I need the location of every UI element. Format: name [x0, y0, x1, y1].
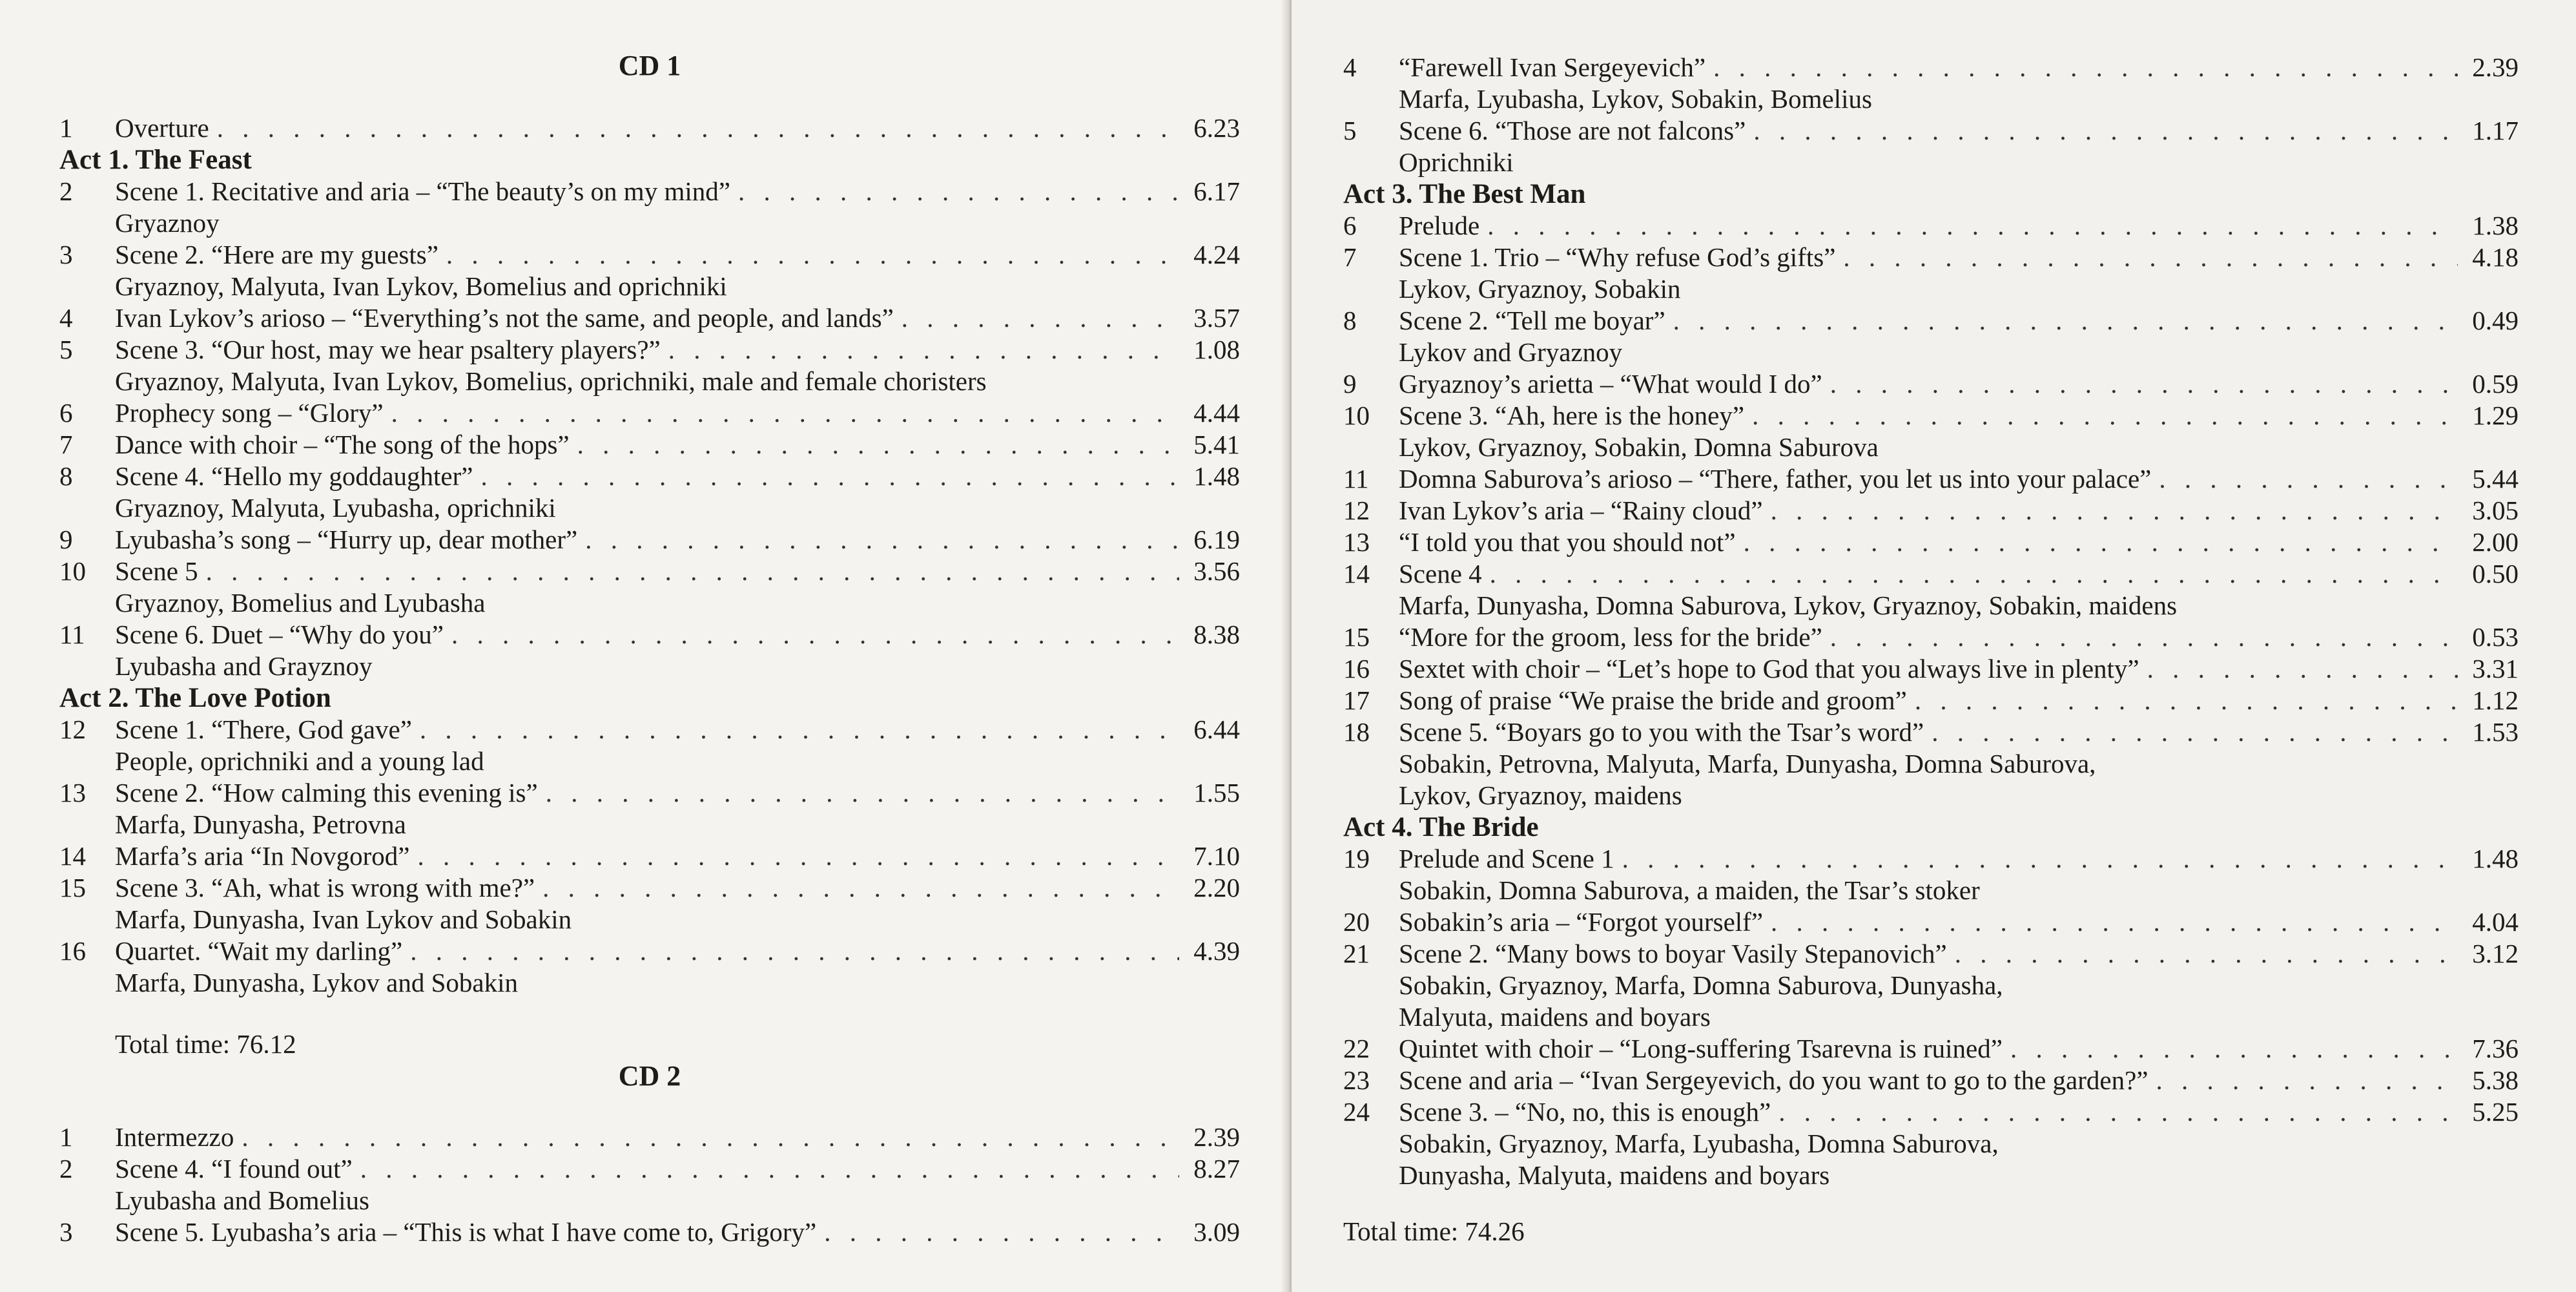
track-performers: Lykov, Gryaznoy, Sobakin: [1399, 274, 1681, 304]
track-duration: 4.24: [1193, 240, 1240, 269]
track-duration: 6.17: [1193, 176, 1240, 206]
track-number: 5: [1343, 116, 1357, 145]
track-line: [1343, 495, 2519, 526]
track-title-row: [1399, 368, 2519, 400]
act-heading: Act 4. The Bride: [1343, 812, 1539, 842]
dot-leader: [738, 176, 1179, 207]
track-title: Scene 2. “Tell me boyar”: [1399, 306, 1665, 335]
cd1-title: CD 1: [618, 50, 681, 81]
dot-leader: [446, 239, 1179, 271]
track-duration: 1.29: [2472, 401, 2519, 430]
track-line: [59, 777, 1240, 809]
track-title-row: [115, 302, 1240, 334]
track-duration: 2.00: [2472, 527, 2519, 557]
track-duration: 3.31: [2472, 654, 2519, 683]
track-number: 9: [1343, 369, 1357, 399]
track-line: [1343, 685, 2519, 716]
track-line: [59, 1216, 1240, 1248]
track-number: 4: [59, 303, 73, 333]
dot-leader: [242, 1121, 1179, 1153]
track-title-row: [115, 429, 1240, 461]
dot-leader: [1843, 242, 2458, 273]
track-number: 1: [59, 1122, 73, 1152]
track-title: Scene 1. “There, God gave”: [115, 714, 412, 744]
track-title-row: [115, 1153, 1240, 1185]
track-duration: 3.12: [2472, 939, 2519, 968]
track-performers: Gryaznoy: [115, 208, 220, 238]
dot-leader: [1622, 843, 2458, 875]
dot-leader: [1915, 685, 2458, 716]
track-duration: 0.53: [2472, 622, 2519, 652]
dot-leader: [1753, 115, 2458, 147]
dot-leader: [902, 302, 1179, 334]
track-title: Sobakin’s aria – “Forgot yourself”: [1399, 907, 1764, 937]
track-line: [59, 429, 1240, 461]
track-title-row: [115, 556, 1240, 587]
track-title: Scene and aria – “Ivan Sergeyevich, do you want to go to the garden?”: [1399, 1065, 2148, 1095]
track-duration: 2.39: [2472, 52, 2519, 82]
track-title-row: [1399, 52, 2519, 83]
dot-leader: [1673, 305, 2458, 337]
track-number: 1: [59, 113, 73, 143]
dot-leader: [217, 112, 1179, 144]
track-title-row: [115, 397, 1240, 429]
track-title: “I told you that you should not”: [1399, 527, 1736, 557]
track-duration: 4.04: [2472, 907, 2519, 937]
track-title: “More for the groom, less for the bride”: [1399, 622, 1822, 652]
track-number: 10: [1343, 401, 1370, 430]
track-number: 14: [1343, 559, 1370, 589]
track-title-row: [1399, 653, 2519, 685]
track-number: 14: [59, 841, 86, 871]
track-line: [1343, 368, 2519, 400]
track-title: Intermezzo: [115, 1122, 234, 1152]
track-performers: Gryaznoy, Malyuta, Ivan Lykov, Bomelius, oprichniki, male and female choristers: [115, 366, 987, 396]
track-title-row: [1399, 210, 2519, 242]
track-title: Quartet. “Wait my darling”: [115, 936, 403, 966]
track-number: 21: [1343, 939, 1370, 968]
track-title-row: [115, 619, 1240, 651]
track-number: 11: [59, 620, 85, 649]
track-duration: 7.10: [1193, 841, 1240, 871]
track-title: Quintet with choir – “Long-suffering Tsarevna is ruined”: [1399, 1034, 2003, 1063]
track-performers: Marfa, Dunyasha, Lykov and Sobakin: [115, 968, 518, 997]
track-title: Scene 3. “Ah, here is the honey”: [1399, 401, 1745, 430]
track-line: [59, 397, 1240, 429]
track-duration: 4.18: [2472, 242, 2519, 272]
track-title-row: [1399, 526, 2519, 558]
track-duration: 3.56: [1193, 556, 1240, 586]
track-title: Prophecy song – “Glory”: [115, 398, 384, 428]
track-title-row: [1399, 685, 2519, 716]
track-title: Prelude: [1399, 211, 1480, 240]
track-duration: 4.44: [1193, 398, 1240, 428]
dot-leader: [2010, 1033, 2458, 1065]
track-duration: 0.50: [2472, 559, 2519, 589]
dot-leader: [1490, 558, 2458, 590]
track-title-row: [115, 1216, 1240, 1248]
track-performers: Sobakin, Petrovna, Malyuta, Marfa, Dunyasha, Domna Saburova,: [1399, 749, 2096, 778]
track-title: Domna Saburova’s arioso – “There, father, you let us into your palace”: [1399, 464, 2152, 494]
track-performers: Marfa, Dunyasha, Petrovna: [115, 809, 406, 839]
track-line: [1343, 716, 2519, 748]
track-duration: 3.09: [1193, 1217, 1240, 1247]
track-duration: 2.39: [1193, 1122, 1240, 1152]
track-title-row: [1399, 495, 2519, 526]
track-title-row: [1399, 463, 2519, 495]
track-title: Song of praise “We praise the bride and groom”: [1399, 685, 1907, 715]
track-line: [1343, 242, 2519, 273]
track-title-row: [115, 461, 1240, 492]
track-title-row: [115, 524, 1240, 556]
track-line: [1343, 305, 2519, 337]
track-performers: Marfa, Dunyasha, Ivan Lykov and Sobakin: [115, 904, 572, 934]
dot-leader: [2159, 463, 2458, 495]
track-line: [1343, 400, 2519, 432]
track-number: 18: [1343, 717, 1370, 747]
dot-leader: [2147, 653, 2458, 685]
track-title-row: [115, 935, 1240, 967]
track-line: [59, 524, 1240, 556]
track-title: Scene 5: [115, 556, 198, 586]
track-line: [1343, 1096, 2519, 1128]
track-duration: 1.53: [2472, 717, 2519, 747]
track-duration: 5.41: [1193, 430, 1240, 459]
total-time: Total time: 76.12: [115, 1029, 296, 1059]
track-title-row: [1399, 115, 2519, 147]
track-title: Scene 5. Lyubasha’s aria – “This is what I have come to, Grigory”: [115, 1217, 817, 1247]
track-title: Ivan Lykov’s arioso – “Everything’s not the same, and people, and lands”: [115, 303, 894, 333]
track-number: 20: [1343, 907, 1370, 937]
track-title-row: [115, 714, 1240, 745]
track-duration: 3.05: [2472, 495, 2519, 525]
track-title: Lyubasha’s song – “Hurry up, dear mother”: [115, 525, 578, 554]
track-duration: 5.38: [2472, 1065, 2519, 1095]
track-line: [59, 935, 1240, 967]
track-line: [59, 714, 1240, 745]
track-title: Scene 3. “Our host, may we hear psaltery players?”: [115, 335, 661, 364]
track-performers: Lykov, Gryaznoy, Sobakin, Domna Saburova: [1399, 432, 1879, 462]
track-line: [59, 112, 1240, 144]
right-page: [1292, 0, 2576, 1292]
track-line: [1343, 526, 2519, 558]
cd2-title: CD 2: [618, 1060, 681, 1092]
track-duration: 0.49: [2472, 306, 2519, 335]
dot-leader: [1713, 52, 2458, 83]
track-number: 4: [1343, 52, 1357, 82]
track-title-row: [115, 334, 1240, 366]
track-title: Scene 1. Trio – “Why refuse God’s gifts”: [1399, 242, 1836, 272]
track-number: 7: [1343, 242, 1357, 272]
track-title-row: [115, 112, 1240, 144]
track-title: Scene 3. – “No, no, this is enough”: [1399, 1097, 1771, 1127]
track-number: 16: [59, 936, 86, 966]
track-title: Scene 1. Recitative and aria – “The beauty’s on my mind”: [115, 176, 730, 206]
track-number: 2: [59, 1154, 73, 1183]
track-duration: 8.38: [1193, 620, 1240, 649]
dot-leader: [1487, 210, 2458, 242]
track-line: [1343, 115, 2519, 147]
track-duration: 7.36: [2472, 1034, 2519, 1063]
track-performers: Gryaznoy, Malyuta, Lyubasha, oprichniki: [115, 493, 556, 523]
track-title-row: [1399, 305, 2519, 337]
track-line: [59, 840, 1240, 872]
track-duration: 1.17: [2472, 116, 2519, 145]
dot-leader: [668, 334, 1179, 366]
track-number: 13: [1343, 527, 1370, 557]
track-title: Scene 2. “Here are my guests”: [115, 240, 438, 269]
track-title-row: [115, 840, 1240, 872]
track-number: 10: [59, 556, 86, 586]
track-line: [1343, 558, 2519, 590]
track-title: Ivan Lykov’s aria – “Rainy cloud”: [1399, 495, 1763, 525]
track-title-row: [1399, 558, 2519, 590]
track-performers: Sobakin, Gryaznoy, Marfa, Domna Saburova, Dunyasha,: [1399, 970, 2003, 1000]
track-title: Scene 5. “Boyars go to you with the Tsar’s word”: [1399, 717, 1924, 747]
track-title-row: [1399, 938, 2519, 970]
track-title-row: [115, 176, 1240, 207]
track-number: 23: [1343, 1065, 1370, 1095]
track-duration: 6.19: [1193, 525, 1240, 554]
dot-leader: [585, 524, 1179, 556]
dot-leader: [1752, 400, 2458, 432]
track-line: [59, 461, 1240, 492]
track-line: [1343, 621, 2519, 653]
track-title-row: [115, 239, 1240, 271]
track-title-row: [1399, 400, 2519, 432]
track-number: 6: [1343, 211, 1357, 240]
track-number: 16: [1343, 654, 1370, 683]
track-duration: 1.55: [1193, 778, 1240, 808]
track-line: [1343, 843, 2519, 875]
track-title: Gryaznoy’s arietta – “What would I do”: [1399, 369, 1822, 399]
track-title: Scene 2. “How calming this evening is”: [115, 778, 538, 808]
dot-leader: [410, 935, 1179, 967]
track-title-row: [1399, 1096, 2519, 1128]
track-title-row: [1399, 843, 2519, 875]
track-title: Overture: [115, 113, 209, 143]
dot-leader: [542, 872, 1179, 904]
track-performers: Lykov and Gryaznoy: [1399, 337, 1623, 367]
track-performers: Lykov, Gryaznoy, maidens: [1399, 780, 1682, 810]
track-title: Dance with choir – “The song of the hops”: [115, 430, 570, 459]
track-duration: 4.39: [1193, 936, 1240, 966]
track-title-row: [1399, 906, 2519, 938]
track-number: 24: [1343, 1097, 1370, 1127]
track-title-row: [115, 872, 1240, 904]
dot-leader: [1771, 495, 2458, 526]
track-line: [59, 619, 1240, 651]
track-line: [1343, 463, 2519, 495]
track-title: Scene 3. “Ah, what is wrong with me?”: [115, 873, 535, 902]
track-performers: Marfa, Lyubasha, Lykov, Sobakin, Bomelius: [1399, 84, 1872, 114]
track-line: [1343, 653, 2519, 685]
track-title: Scene 2. “Many bows to boyar Vasily Stepanovich”: [1399, 939, 1947, 968]
track-title-row: [1399, 242, 2519, 273]
track-number: 22: [1343, 1034, 1370, 1063]
track-performers: Oprichniki: [1399, 147, 1514, 177]
track-performers: Malyuta, maidens and boyars: [1399, 1002, 1711, 1032]
track-number: 9: [59, 525, 73, 554]
act-heading: Act 3. The Best Man: [1343, 179, 1586, 209]
track-number: 19: [1343, 844, 1370, 873]
act-heading: Act 1. The Feast: [59, 145, 252, 175]
track-duration: 5.25: [2472, 1097, 2519, 1127]
track-performers: People, oprichniki and a young lad: [115, 746, 484, 776]
track-title: Scene 4. “Hello my goddaughter”: [115, 461, 473, 491]
dot-leader: [451, 619, 1179, 651]
track-number: 15: [59, 873, 86, 902]
track-title-row: [1399, 621, 2519, 653]
track-number: 12: [59, 714, 86, 744]
track-title: Scene 4: [1399, 559, 1482, 589]
track-duration: 6.23: [1193, 113, 1240, 143]
track-number: 7: [59, 430, 73, 459]
track-line: [59, 872, 1240, 904]
dot-leader: [546, 777, 1179, 809]
total-time: Total time: 74.26: [1343, 1216, 1525, 1246]
dot-leader: [391, 397, 1179, 429]
track-title: Scene 6. “Those are not falcons”: [1399, 116, 1746, 145]
track-title: Scene 4. “I found out”: [115, 1154, 353, 1183]
track-duration: 8.27: [1193, 1154, 1240, 1183]
track-duration: 6.44: [1193, 714, 1240, 744]
track-line: [59, 1121, 1240, 1153]
track-line: [59, 302, 1240, 334]
track-title-row: [1399, 716, 2519, 748]
track-line: [1343, 52, 2519, 83]
track-duration: 1.48: [1193, 461, 1240, 491]
dot-leader: [824, 1216, 1179, 1248]
dot-leader: [1932, 716, 2458, 748]
track-line: [1343, 1065, 2519, 1096]
track-title-row: [1399, 1033, 2519, 1065]
track-line: [59, 334, 1240, 366]
track-title-row: [1399, 1065, 2519, 1096]
track-performers: Sobakin, Domna Saburova, a maiden, the Tsar’s stoker: [1399, 875, 1980, 905]
track-duration: 3.57: [1193, 303, 1240, 333]
track-line: [59, 556, 1240, 587]
dot-leader: [1771, 906, 2458, 938]
track-number: 11: [1343, 464, 1369, 494]
dot-leader: [1955, 938, 2458, 970]
track-number: 2: [59, 176, 73, 206]
track-title: Marfa’s aria “In Novgorod”: [115, 841, 410, 871]
dot-leader: [418, 840, 1179, 872]
track-duration: 1.08: [1193, 335, 1240, 364]
track-duration: 5.44: [2472, 464, 2519, 494]
track-title: Scene 6. Duet – “Why do you”: [115, 620, 444, 649]
dot-leader: [1830, 368, 2458, 400]
track-duration: 1.38: [2472, 211, 2519, 240]
track-number: 8: [1343, 306, 1357, 335]
track-duration: 0.59: [2472, 369, 2519, 399]
dot-leader: [1744, 526, 2458, 558]
track-number: 17: [1343, 685, 1370, 715]
track-performers: Dunyasha, Malyuta, maidens and boyars: [1399, 1160, 1830, 1190]
act-heading: Act 2. The Love Potion: [59, 683, 331, 713]
dot-leader: [206, 556, 1179, 587]
track-number: 3: [59, 1217, 73, 1247]
track-title-row: [115, 777, 1240, 809]
track-line: [1343, 1033, 2519, 1065]
track-performers: Gryaznoy, Bomelius and Lyubasha: [115, 588, 486, 618]
track-number: 3: [59, 240, 73, 269]
track-line: [59, 176, 1240, 207]
track-duration: 1.48: [2472, 844, 2519, 873]
track-number: 15: [1343, 622, 1370, 652]
track-performers: Gryaznoy, Malyuta, Ivan Lykov, Bomelius and oprichniki: [115, 271, 727, 301]
track-duration: 1.12: [2472, 685, 2519, 715]
dot-leader: [1778, 1096, 2458, 1128]
track-duration: 2.20: [1193, 873, 1240, 902]
track-performers: Lyubasha and Grayznoy: [115, 651, 373, 681]
track-number: 6: [59, 398, 73, 428]
track-line: [1343, 906, 2519, 938]
track-performers: Marfa, Dunyasha, Domna Saburova, Lykov, Gryaznoy, Sobakin, maidens: [1399, 590, 2178, 620]
dot-leader: [480, 461, 1179, 492]
track-title: Prelude and Scene 1: [1399, 844, 1614, 873]
dot-leader: [2156, 1065, 2458, 1096]
track-title: “Farewell Ivan Sergeyevich”: [1399, 52, 1706, 82]
track-line: [59, 239, 1240, 271]
track-number: 13: [59, 778, 86, 808]
track-performers: Sobakin, Gryaznoy, Marfa, Lyubasha, Domna Saburova,: [1399, 1129, 1999, 1158]
track-number: 8: [59, 461, 73, 491]
dot-leader: [420, 714, 1179, 745]
track-performers: Lyubasha and Bomelius: [115, 1185, 370, 1215]
track-title-row: [115, 1121, 1240, 1153]
dot-leader: [360, 1153, 1179, 1185]
track-number: 12: [1343, 495, 1370, 525]
dot-leader: [577, 429, 1179, 461]
track-number: 5: [59, 335, 73, 364]
track-line: [1343, 938, 2519, 970]
track-title: Sextet with choir – “Let’s hope to God that you always live in plenty”: [1399, 654, 2139, 683]
track-line: [1343, 210, 2519, 242]
track-line: [59, 1153, 1240, 1185]
dot-leader: [1830, 621, 2458, 653]
